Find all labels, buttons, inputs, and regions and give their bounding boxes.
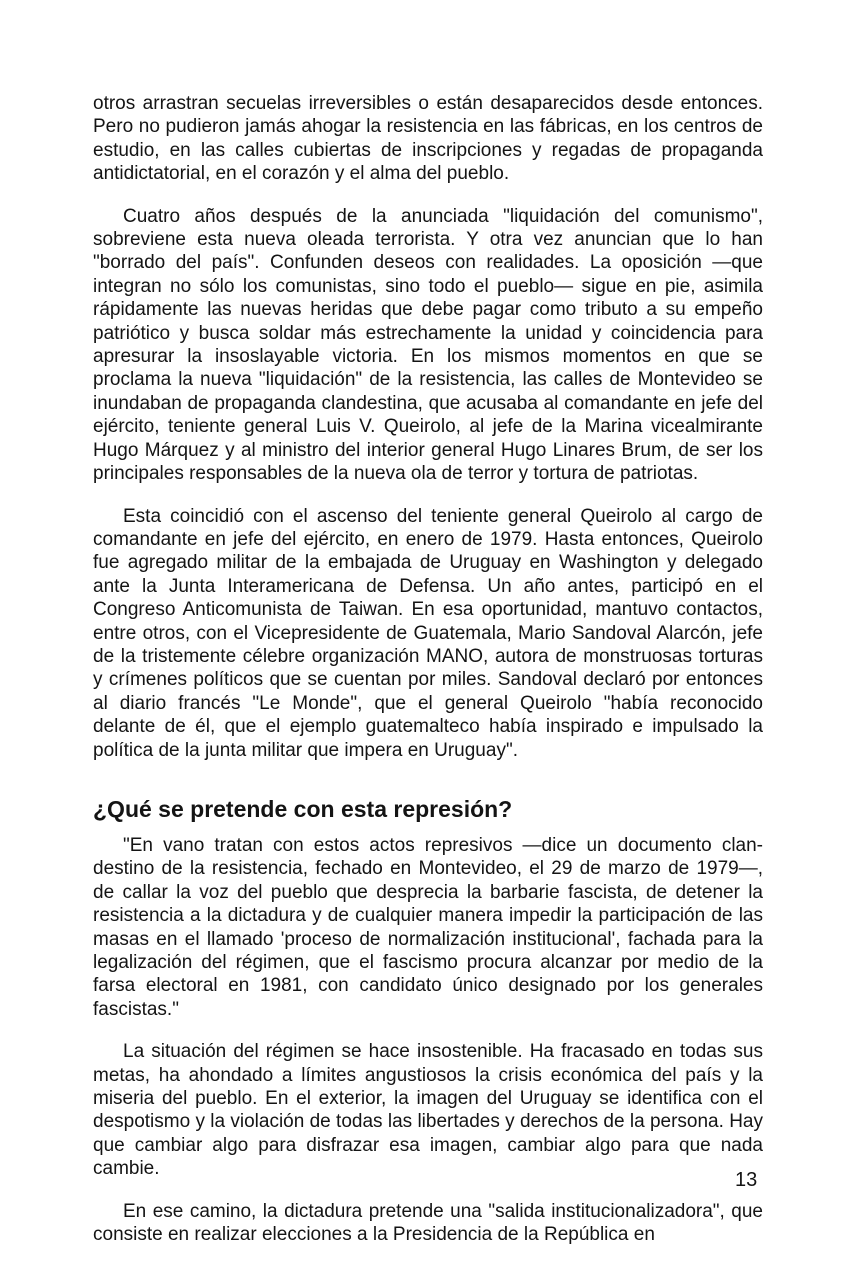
page-body (93, 92, 763, 1246)
paragraph-institutional-exit: En ese camino, la dictadura pretende una "salida institucionalizadora", que consiste en realizar elecciones a la Presidencia de la República en (93, 1200, 763, 1246)
paragraph-queirolo: Esta coincidió con el ascenso del teniente general Queirolo al cargo de comandante en jefe del ejército, en enero de 1979. Hasta entonces, Queirolo fue agregado militar de la embajada de Uruguay en Washington y delegado ante la Junta Interamericana de Defensa. Un año antes, participó en el Congreso Anticomunista de Taiwan. En esa oportunidad, mantuvo contactos, entre otros, con el Vicepresidente de Guatemala, Mario Sandoval Alarcón, jefe de la tristemente célebre organización MANO, autora de monstruosas torturas y crímenes políticos que se cuentan por miles. Sandoval declaró por entonces al diario francés "Le Monde", que el general Queirolo "había reconocido delante de él, que el ejemplo guatemalteco había inspirado e impulsado la política de la junta militar que impera en Uruguay". (93, 505, 763, 761)
page-number: 13 (735, 1169, 758, 1191)
paragraph-continuation: otros arrastran secuelas irreversibles o están desaparecidos desde entonces. Pero no pudieron jamás ahogar la resistencia en las fábricas, en los centros de estudio, en las calles cubiertas de inscripciones y regadas de propaganda antidictatorial, en el corazón y el alma del pueblo. (93, 93, 763, 185)
section-heading: ¿Qué se pretende con esta represión? (93, 795, 513, 822)
paragraph-quote: "En vano tratan con estos actos represivos —dice un documento clandestino de la resistencia, fechado en Montevideo, el 29 de marzo de 1979—, de callar la voz del pueblo que desprecia la barbarie fascista, de detener la resistencia a la dictadura y de cualquier manera impedir la participación de las masas en el llamado 'proceso de normalización institucional', fachada para la legalización del régimen, que el fascismo procura alcanzar por medio de la farsa electoral en 1981, con candidato único designado por los generales fascistas." (93, 834, 763, 1020)
paragraph-regime-situation: La situación del régimen se hace insostenible. Ha fracasado en todas sus metas, ha ahondado a límites angustiosos la crisis económica del país y la miseria del pueblo. En el exterior, la imagen del Uruguay se identifica con el despotismo y la violación de todas las libertades y derechos de la persona. Hay que cambiar algo para disfrazar esa imagen, cambiar algo para que nada cambie. (93, 1041, 763, 1180)
paragraph-liquidation: Cuatro años después de la anunciada "liquidación del comunismo", sobreviene esta nueva oleada terrorista. Y otra vez anuncian que lo han "borrado del país". Confunden deseos con realidades. La oposición —que integran no sólo los comunistas, sino todo el pueblo— sigue en pie, asimila rápidamente las nuevas heridas que debe pagar como tributo a su empeño patriótico y busca soldar más estrechamente la unidad y coincidencia para apresurar la insoslayable victoria. En los mismos momentos en que se proclama la nueva "liquidación" de la resistencia, las calles de Montevideo se inundaban de propaganda clandestina, que acusaba al comandante en jefe del ejército, teniente general Luis V. Queirolo, al jefe de la Marina vicealmirante Hugo Márquez y al ministro del interior general Hugo Linares Brum, de ser los principales responsables de la nueva ola de terror y tortura de patriotas. (93, 205, 763, 485)
